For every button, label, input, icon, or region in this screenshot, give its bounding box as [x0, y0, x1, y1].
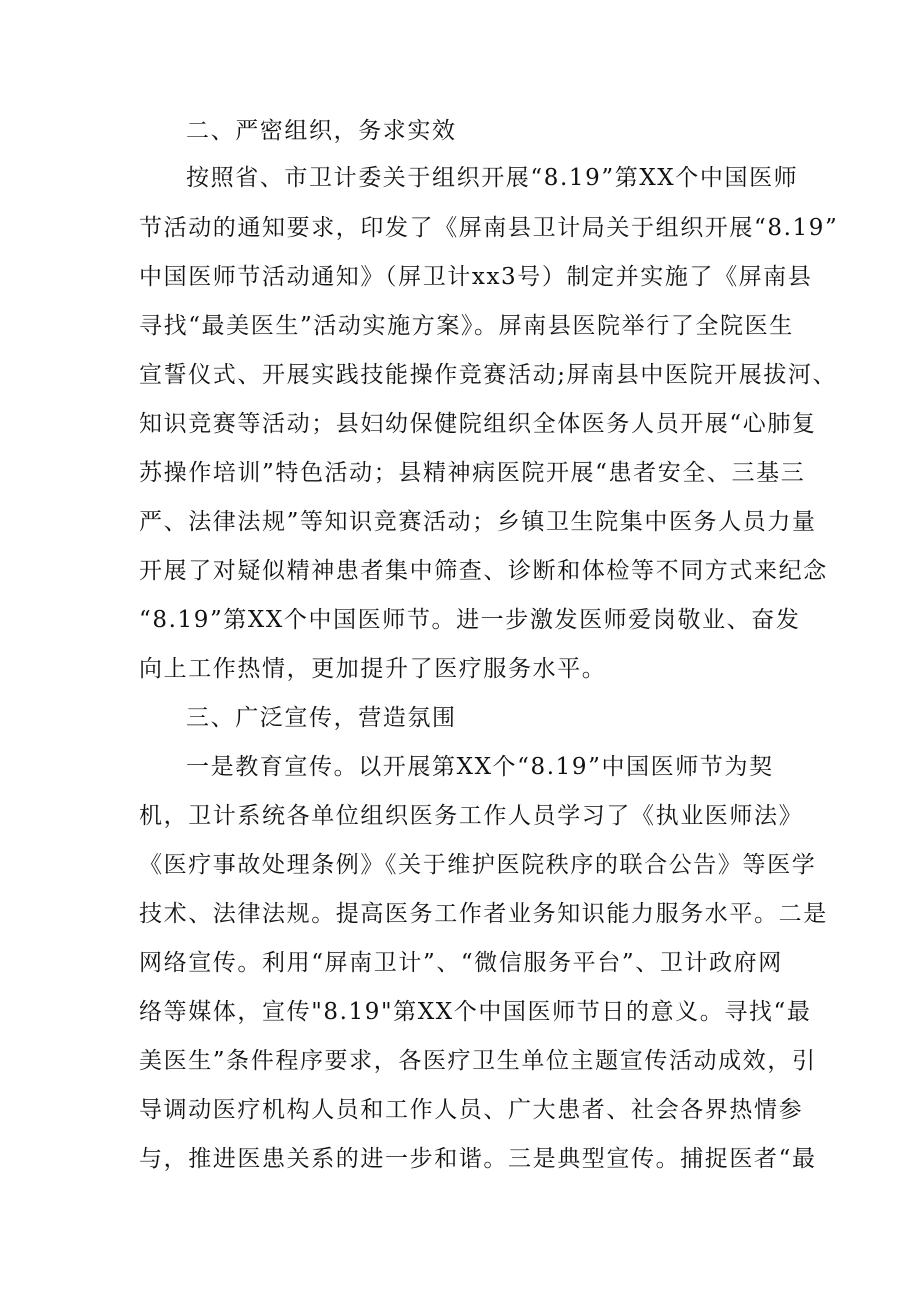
- paragraph-line: 中国医师节活动通知》（屏卫计xx3号）制定并实施了《屏南县: [139, 264, 813, 290]
- paragraph-line: 络等媒体，宣传"8.19"第XX个中国医师节日的意义。寻找“最: [139, 999, 812, 1025]
- paragraph-line: 机，卫计系统各单位组织医务工作人员学习了《执业医师法》: [139, 803, 804, 829]
- paragraph-line: 苏操作培训”特色活动；县精神病医院开展“患者安全、三基三: [139, 460, 806, 486]
- paragraph-line: 《医疗事故处理条例》《关于维护医院秩序的联合公告》等医学: [139, 852, 817, 878]
- paragraph-line: 美医生”条件程序要求，各医疗卫生单位主题宣传活动成效，引: [139, 1048, 817, 1074]
- section-heading-2: 二、严密组织，务求实效: [186, 118, 457, 144]
- paragraph-line: 宣誓仪式、开展实践技能操作竞赛活动;屏南县中医院开展拔河、: [139, 362, 838, 388]
- paragraph-line: 知识竞赛等活动；县妇幼保健院组织全体医务人员开展“心肺复: [139, 411, 817, 437]
- paragraph-line: 网络宣传。利用“屏南卫计”、“微信服务平台”、卫计政府网: [139, 950, 783, 976]
- section-heading-3: 三、广泛宣传，营造氛围: [186, 705, 457, 731]
- paragraph-line: 节活动的通知要求，印发了《屏南县卫计局关于组织开展“8.19”: [139, 215, 839, 241]
- paragraph-line: 寻找“最美医生”活动实施方案》。屏南县医院举行了全院医生: [139, 313, 794, 339]
- paragraph-line: 向上工作热情，更加提升了医疗服务水平。: [139, 656, 607, 682]
- paragraph-line: 与，推进医患关系的进一步和谐。三是典型宣传。捕捉医者“最: [139, 1146, 817, 1172]
- paragraph-line: 开展了对疑似精神患者集中筛查、诊断和体检等不同方式来纪念: [139, 558, 828, 584]
- paragraph-line: 一是教育宣传。以开展第XX个“8.19”中国医师节为契: [186, 754, 774, 780]
- paragraph-line: 严、法律法规”等知识竞赛活动；乡镇卫生院集中医务人员力量: [139, 509, 817, 535]
- paragraph-line: 技术、法律法规。提高医务工作者业务知识能力服务水平。二是: [139, 901, 828, 927]
- paragraph-line: “8.19”第XX个中国医师节。进一步激发医师爱岗敬业、奋发: [139, 607, 801, 633]
- paragraph-line: 导调动医疗机构人员和工作人员、广大患者、社会各界热情参: [139, 1097, 804, 1123]
- paragraph-line: 按照省、市卫计委关于组织开展“8.19”第XX个中国医师: [186, 165, 799, 191]
